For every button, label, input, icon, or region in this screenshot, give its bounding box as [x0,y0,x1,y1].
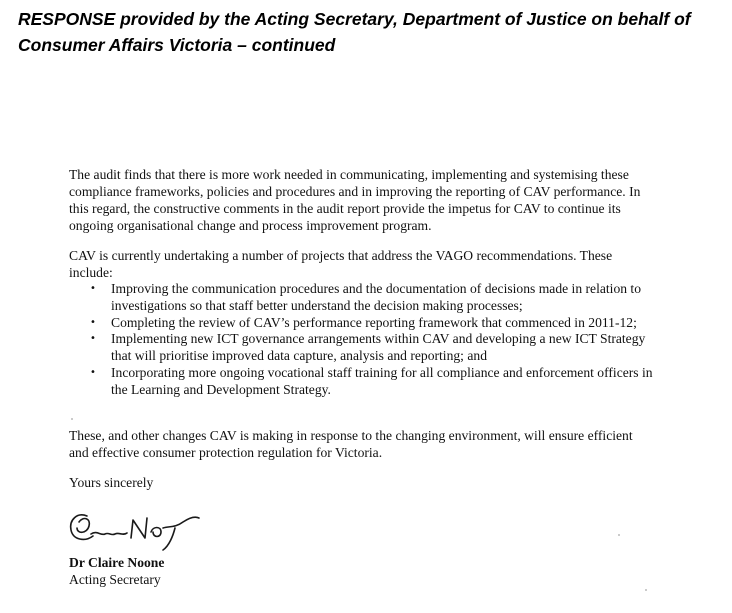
closing-salutation: Yours sincerely [69,475,154,490]
list-item-text: Implementing new ICT governance arrangements within CAV and developing a new ICT Strategy that will prioritise improved data capture, analysis and reporting; and [111,331,646,363]
list-item-text: Incorporating more ongoing vocational staff training for all compliance and enforcement officers in the Learning and Development Strategy. [111,364,653,397]
bullet-icon: • [90,333,96,344]
paragraph-audit-findings: The audit finds that there is more work needed in communicating, implementing and systemising these compliance frameworks, policies and procedures and in improving the reporting of CAV performance. In this regard, the constructive comments in the audit report provide the impetus for CAV to continue its ongoing organisational change and process improvement program. [69,167,641,233]
list-item [69,364,654,398]
bullet-icon: • [90,283,96,294]
paragraph-projects-intro: CAV is currently undertaking a number of projects that address the VAGO recommendations. These include: [69,248,613,280]
list-item [69,280,654,314]
list-item-text: Improving the communication procedures and the documentation of decisions made in relation to investigations so that staff better understand the decision making processes; [111,281,642,313]
list-item [69,314,654,331]
list-item [69,330,654,364]
project-list [69,280,654,397]
scan-speck [645,589,647,591]
bullet-icon: • [90,316,96,328]
signatory-title: Acting Secretary [69,572,161,587]
scan-speck [618,534,620,536]
list-item-text: Completing the review of CAV’s performance reporting framework that commenced in 2011-12; [111,314,637,330]
handwritten-signature-icon [65,506,205,552]
bullet-icon: • [90,366,96,378]
page-title: RESPONSE provided by the Acting Secretary, Department of Justice on behalf of Consumer Affairs Victoria – continued [18,9,691,55]
scan-speck [71,418,73,420]
paragraph-conclusion: These, and other changes CAV is making in response to the changing environment, will ensure efficient and effective consumer protection regulation for Victoria. [69,428,633,460]
signatory-name: Dr Claire Noone [69,555,165,570]
